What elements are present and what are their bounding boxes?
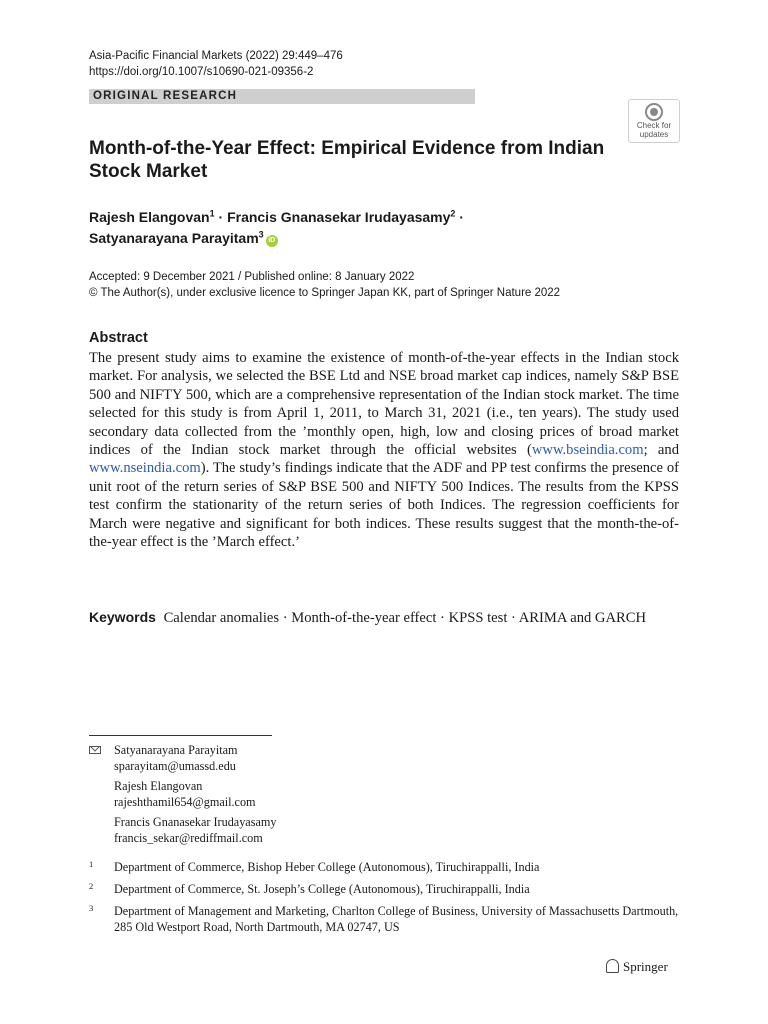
abstract-text: The present study aims to examine the existence of month-of-the-year effects in the Indian stock market. For analysis, we selected the BSE Ltd and NSE broad market cap indices, namely S&P BSE 500 and NIFTY 500, which are a comprehensive representation of the Indian stock market. The time selected for this study is from April 1, 2011, to March 31, 2021 (i.e., ten years). The study used secondary data collected from the ’monthly open, high, low and closing prices of broad market indices of the Indian stock market through the official websites ( <box>89 350 679 459</box>
affiliations <box>89 860 679 942</box>
footnote-divider <box>89 735 272 736</box>
abstract-text: ). The study’s findings indicate that the ADF and PP test confirms the presence of unit root of the return series of S&P BSE 500 and NIFTY 500 Indices. The results from the KPSS test confirm the stationarity of the return series of both Indices. The regression coefficients for March were negative and significant for both indices. These results suggest that the month-the-of-the-year effect is the ’March effect.’ <box>89 460 679 551</box>
contact-name: Francis Gnanasekar Irudayasamy <box>114 815 277 829</box>
author-separator: · <box>214 209 228 225</box>
orcid-icon[interactable]: iD <box>266 235 278 247</box>
affiliation-text: Department of Management and Marketing, Charlton College of Business, University of Massachusetts Dartmouth, 285 Old Westport Road, North Dartmouth, MA 02747, US <box>114 904 679 934</box>
contact-name: Satyanarayana Parayitam <box>114 743 238 757</box>
author-separator: · <box>455 209 464 225</box>
keywords-label: Keywords <box>89 609 156 625</box>
envelope-icon <box>89 746 101 754</box>
publisher-logo <box>606 959 668 975</box>
check-updates-icon <box>645 103 663 121</box>
author-contacts <box>89 743 649 851</box>
affiliation-entry <box>89 882 679 898</box>
publication-dates <box>89 269 560 301</box>
author-affiliation-number: 3 <box>258 229 264 240</box>
section-label: ORIGINAL RESEARCH <box>93 90 238 102</box>
check-for-updates-badge[interactable] <box>628 99 680 143</box>
copyright-line: © The Author(s), under exclusive licence to Springer Japan KK, part of Springer Nature 2022 <box>89 287 561 299</box>
author-affiliation-number: 1 <box>209 208 215 219</box>
contact-email[interactable]: francis_sekar@rediffmail.com <box>114 830 263 845</box>
author-name: Satyanarayana Parayitam <box>89 230 259 246</box>
keywords <box>89 608 679 628</box>
article-title: Month-of-the-Year Effect: Empirical Evidence from Indian Stock Market <box>89 138 605 182</box>
contact-entry <box>89 815 649 846</box>
author-name: Francis Gnanasekar Irudayasamy <box>227 209 451 225</box>
springer-horse-icon <box>606 959 619 973</box>
nseindia-link[interactable]: www.nseindia.com <box>89 460 201 477</box>
abstract-body <box>89 349 679 551</box>
abstract-heading: Abstract <box>89 330 148 346</box>
check-updates-line1: Check for <box>636 121 672 130</box>
dates-line: Accepted: 9 December 2021 / Published online: 8 January 2022 <box>89 271 415 283</box>
publisher-name: Springer <box>623 959 668 974</box>
affiliation-number: 2 <box>89 881 94 891</box>
author-name: Rajesh Elangovan <box>89 209 210 225</box>
journal-citation: Asia-Pacific Financial Markets (2022) 29:449–476 <box>89 50 343 62</box>
contact-email[interactable]: rajeshthamil654@gmail.com <box>114 794 256 809</box>
affiliation-text: Department of Commerce, St. Joseph’s College (Autonomous), Tiruchirappalli, India <box>114 882 530 896</box>
affiliation-number: 1 <box>89 859 94 869</box>
author-affiliation-number: 2 <box>450 208 456 219</box>
contact-entry <box>89 743 649 774</box>
contact-entry <box>89 779 649 810</box>
bseindia-link[interactable]: www.bseindia.com <box>531 442 644 459</box>
abstract-text: ; and <box>643 442 679 459</box>
keywords-text: Calendar anomalies · Month-of-the-year effect · KPSS test · ARIMA and GARCH <box>163 610 647 626</box>
contact-name: Rajesh Elangovan <box>114 779 203 793</box>
section-band <box>89 89 475 104</box>
author-list <box>89 207 649 249</box>
affiliation-text: Department of Commerce, Bishop Heber College (Autonomous), Tiruchirappalli, India <box>114 860 540 874</box>
contact-email[interactable]: sparayitam@umassd.edu <box>114 758 236 773</box>
check-updates-line2: updates <box>639 129 669 139</box>
journal-doi[interactable]: https://doi.org/10.1007/s10690-021-09356-2 <box>89 66 314 78</box>
affiliation-number: 3 <box>89 903 94 913</box>
affiliation-entry <box>89 860 679 876</box>
journal-header <box>89 48 343 80</box>
affiliation-entry <box>89 904 679 935</box>
